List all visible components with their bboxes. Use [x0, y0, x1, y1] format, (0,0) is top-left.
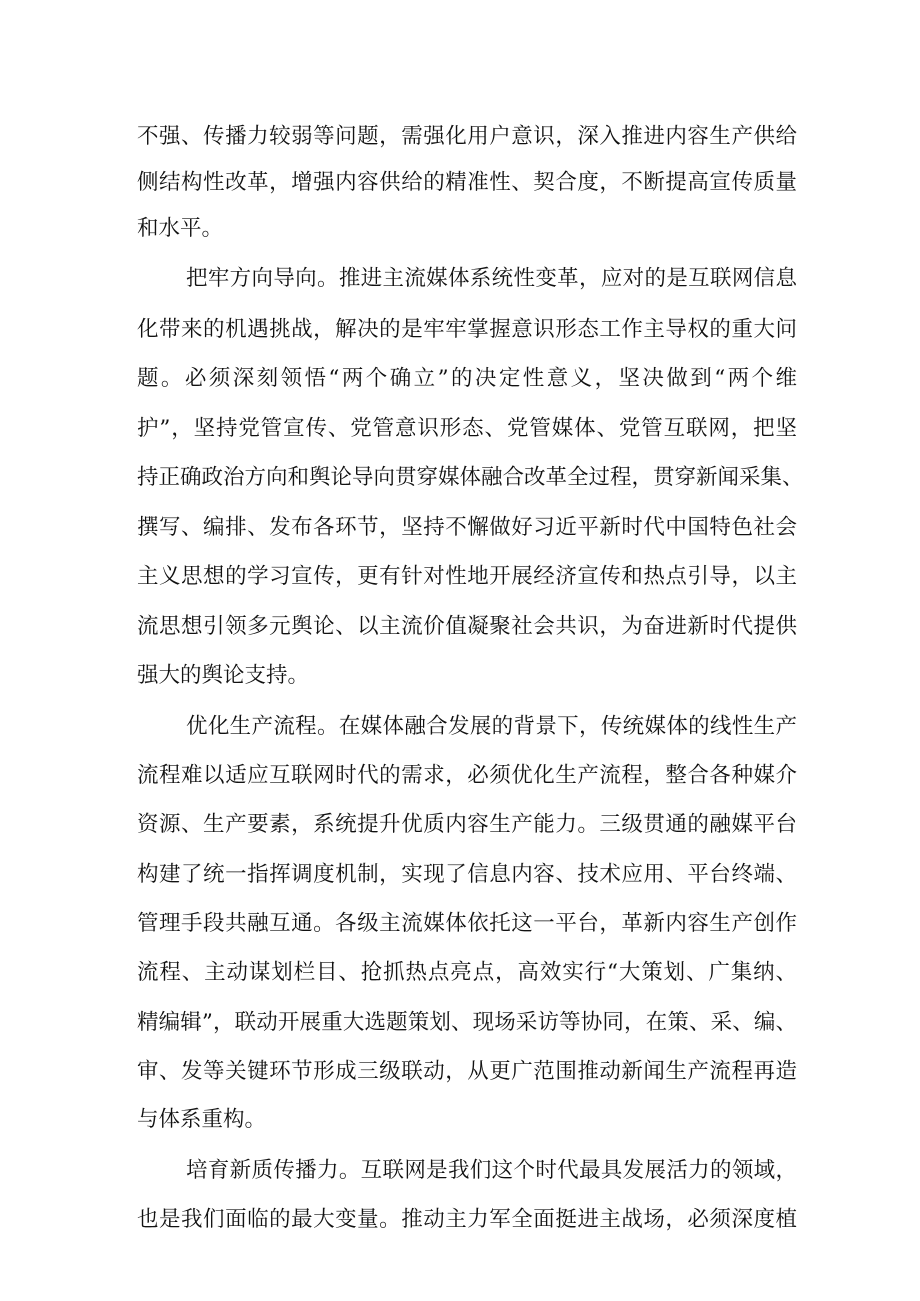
text-line: 资源、生产要素，系统提升优质内容生产能力。三级贯通的融媒平台 [137, 812, 797, 837]
text-line: 撰写、编排、发布各环节，坚持不懈做好习近平新时代中国特色社会 [137, 515, 797, 540]
text-line: 持正确政治方向和舆论导向贯穿媒体融合改革全过程，贯穿新闻采集、 [137, 465, 804, 490]
paragraph-first-line: 把牢方向导向。推进主流媒体系统性变革，应对的是互联网信息 [186, 266, 797, 291]
text-line: 流思想引领多元舆论、以主流价值凝聚社会共识，为奋进新时代提供 [137, 614, 797, 639]
text-line: 题。必须深刻领悟“两个确立”的决定性意义，坚决做到“两个维 [137, 366, 797, 391]
text-line: 也是我们面临的最大变量。推动主力军全面挺进主战场，必须深度植 [137, 1207, 797, 1232]
text-line: 与体系重构。 [137, 1107, 267, 1132]
text-line: 流程、主动谋划栏目、抢抓热点亮点，高效实行“大策划、广集纳、 [137, 960, 797, 985]
text-line: 审、发等关键环节形成三级联动，从更广范围推动新闻生产流程再造 [137, 1059, 797, 1084]
paragraph-first-line: 优化生产流程。在媒体融合发展的背景下，传统媒体的线性生产 [186, 714, 797, 739]
text-line: 精编辑”，联动开展重大选题策划、现场采访等协同，在策、采、编、 [137, 1010, 797, 1035]
paragraph-first-line: 培育新质传播力。互联网是我们这个时代最具发展活力的领域， [186, 1158, 797, 1183]
text-line: 流程难以适应互联网时代的需求，必须优化生产流程，整合各种媒介 [137, 763, 797, 788]
text-line: 不强、传播力较弱等问题，需强化用户意识，深入推进内容生产供给 [137, 124, 797, 149]
text-line: 化带来的机遇挑战，解决的是牢牢掌握意识形态工作主导权的重大问 [137, 317, 797, 342]
text-line: 侧结构性改革，增强内容供给的精准性、契合度，不断提高宣传质量 [137, 170, 797, 195]
text-line: 构建了统一指挥调度机制，实现了信息内容、技术应用、平台终端、 [137, 862, 797, 887]
text-line: 管理手段共融互通。各级主流媒体依托这一平台，革新内容生产创作 [137, 911, 797, 936]
text-line: 强大的舆论支持。 [137, 663, 310, 688]
text-line: 和水平。 [137, 216, 224, 241]
text-line: 主义思想的学习宣传，更有针对性地开展经济宣传和热点引导，以主 [137, 564, 797, 589]
text-line: 护”，坚持党管宣传、党管意识形态、党管媒体、党管互联网，把坚 [137, 416, 797, 441]
